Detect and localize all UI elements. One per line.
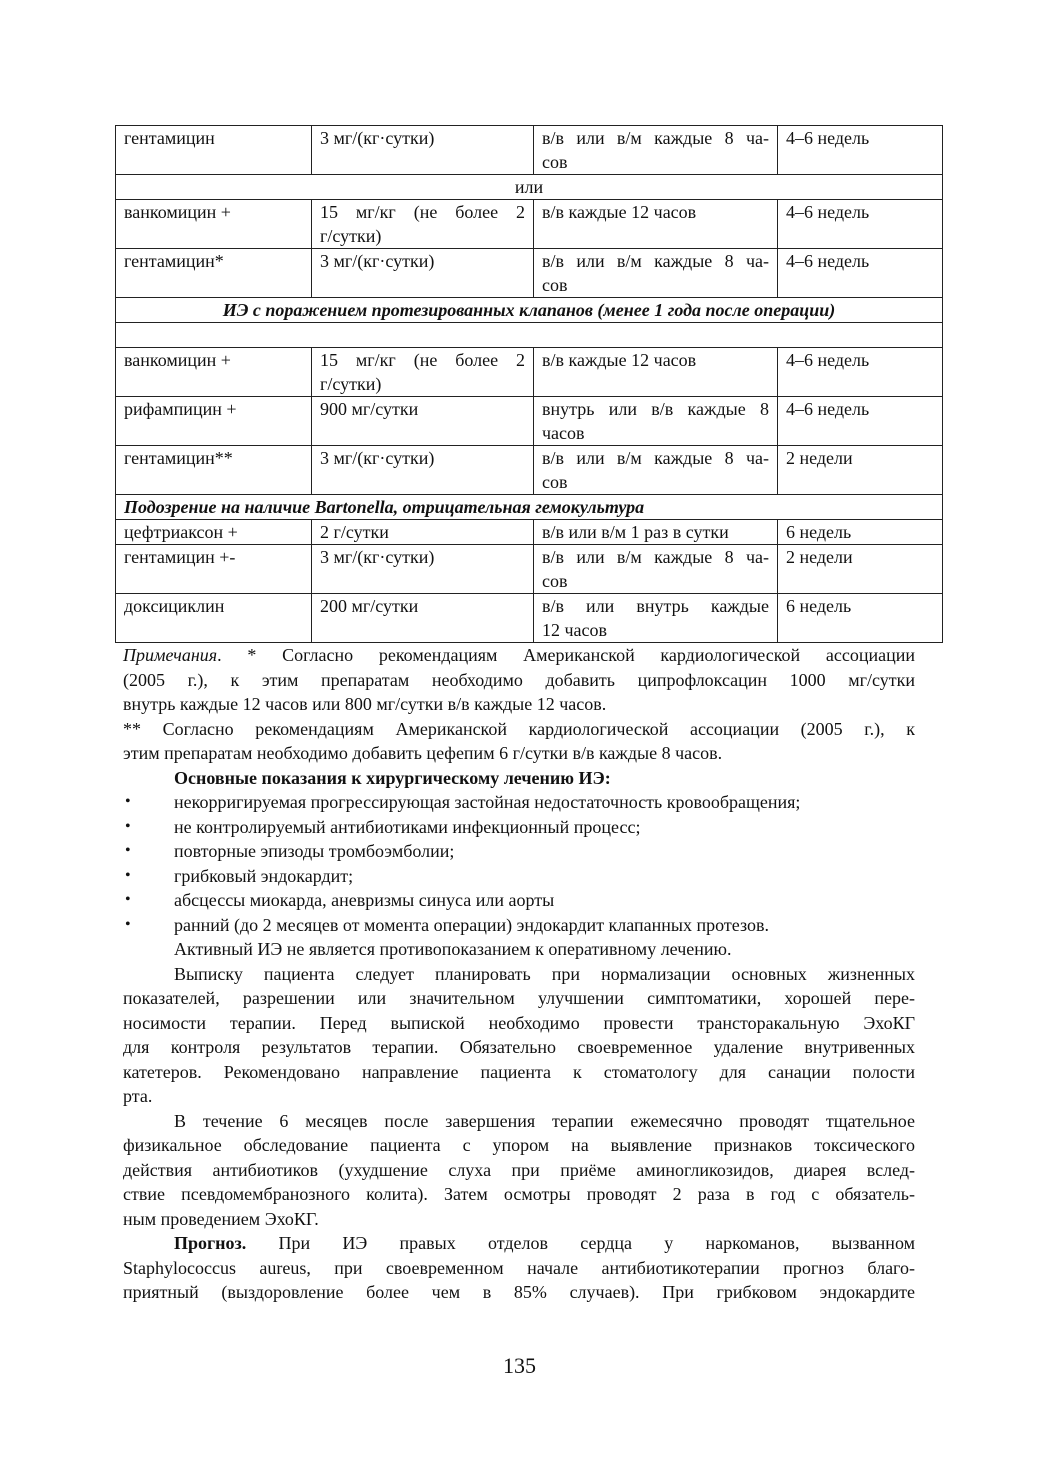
antibiotic-regimen-table (115, 125, 943, 643)
route-cell-line: сов (542, 472, 568, 492)
dose-cell (312, 446, 534, 495)
table-row (116, 397, 943, 446)
dose-cell-line: г/сутки) (320, 226, 382, 246)
dose-cell-line: г/сутки) (320, 374, 382, 394)
paragraph-line: ствие псевдомембранозного колита). Затем осмотры проводят 2 раза в год с обязатель- (123, 1184, 915, 1204)
route-cell-line: в/в каждые 12 часов (542, 350, 697, 370)
dose-cell-line: 3 мг/(кг·сутки) (320, 448, 435, 468)
dose-cell-line: 2 г/сутки (320, 522, 389, 542)
duration-cell: 2 недели (778, 545, 943, 594)
paragraph-line: физикальное обследование пациента с упором на выявление признаков токсического (123, 1135, 915, 1155)
dose-cell-line: 200 мг/сутки (320, 596, 419, 616)
dose-cell (312, 200, 534, 249)
route-cell-line: в/в или в/м каждые 8 ча- (542, 128, 769, 148)
route-cell-line: сов (542, 152, 568, 172)
table-row (116, 175, 943, 200)
route-cell-line: в/в или внутрь каждые (542, 596, 769, 616)
notes-label: Примечания (123, 645, 218, 665)
route-cell-line: в/в или в/м каждые 8 ча- (542, 251, 769, 271)
active-ie-paragraph: Активный ИЭ не является противопоказанием к оперативному лечению. (174, 939, 732, 959)
paragraph-line: показателей, разрешении или значительном улучшении симптоматики, хорошей пере- (123, 988, 915, 1008)
notes-line: . * Согласно рекомендациям Американской кардиологической ассоциации (217, 645, 915, 665)
drug-cell: цефтриаксон + (116, 520, 312, 545)
route-cell-line: сов (542, 275, 568, 295)
list-item (123, 839, 915, 864)
table-row (116, 495, 943, 520)
section-heading-cell: ИЭ с поражением протезированных клапанов (менее 1 года после операции) (116, 298, 943, 323)
list-item (123, 888, 915, 913)
table-row (116, 348, 943, 397)
route-cell (534, 520, 778, 545)
duration-cell: 4–6 недель (778, 200, 943, 249)
list-item-text: некорригируемая прогрессирующая застойная недостаточность кровообращения; (174, 792, 801, 812)
table-row (116, 446, 943, 495)
bullet-icon: • (125, 817, 131, 835)
drug-cell: ванкомицин + (116, 200, 312, 249)
route-cell-line: 12 часов (542, 620, 608, 640)
route-cell-line: часов (542, 423, 585, 443)
indications-list (123, 790, 915, 937)
table-row (116, 323, 943, 348)
drug-cell: рифампицин + (116, 397, 312, 446)
dose-cell-line: 3 мг/(кг·сутки) (320, 251, 435, 271)
list-item-text: абсцессы миокарда, аневризмы синуса или аорты (174, 890, 555, 910)
list-item-text: не контролируемый антибиотиками инфекционный процесс; (174, 816, 641, 837)
separator-cell: или (116, 175, 943, 200)
duration-cell: 2 недели (778, 446, 943, 495)
table-row (116, 249, 943, 298)
route-cell-line: в/в каждые 12 часов (542, 202, 697, 222)
dose-cell-line: 900 мг/сутки (320, 399, 419, 419)
body-text (123, 643, 915, 1305)
drug-cell: гентамицин* (116, 249, 312, 298)
page-number: 135 (503, 1353, 536, 1378)
paragraph-line: При ИЭ правых отделов сердца у наркоманов, вызванном (246, 1233, 915, 1253)
drug-cell: ванкомицин + (116, 348, 312, 397)
list-item (123, 864, 915, 889)
route-cell-line: в/в или в/м каждые 8 ча- (542, 448, 769, 468)
dose-cell (312, 520, 534, 545)
route-cell (534, 446, 778, 495)
notes-line: этим препаратам необходимо добавить цефепим 6 г/сутки в/в каждые 8 часов. (123, 743, 723, 763)
duration-cell: 4–6 недель (778, 348, 943, 397)
dose-cell-line: 3 мг/(кг·сутки) (320, 128, 435, 148)
table-row (116, 520, 943, 545)
paragraph-line: ным проведением ЭхоКГ. (123, 1208, 319, 1229)
list-item (123, 790, 915, 815)
bullet-icon: • (125, 866, 131, 884)
prognosis-label: Прогноз. (174, 1233, 247, 1253)
dose-cell (312, 126, 534, 175)
section-heading-cell: Подозрение на наличие Bartonella, отрицательная гемокультура (116, 495, 943, 520)
table-row (116, 594, 943, 643)
table-row (116, 200, 943, 249)
route-cell-line: внутрь или в/в каждые 8 (542, 399, 769, 419)
route-cell-line: в/в или в/м 1 раз в сутки (542, 522, 729, 542)
drug-cell: гентамицин** (116, 446, 312, 495)
bullet-icon: • (125, 842, 131, 859)
duration-cell: 6 недель (778, 520, 943, 545)
empty-cell (116, 323, 943, 348)
table-row (116, 545, 943, 594)
list-item (123, 913, 915, 938)
route-cell (534, 348, 778, 397)
drug-cell: доксициклин (116, 594, 312, 643)
dose-cell-line: 15 мг/кг (не более 2 (320, 202, 525, 222)
paragraph-line: для контроля результатов терапии. Обязательно своевременное удаление внутривенных (123, 1037, 915, 1057)
route-cell-line: сов (542, 571, 568, 591)
notes-paragraph-2 (123, 717, 915, 766)
drug-cell: гентамицин +- (116, 545, 312, 594)
paragraph-line: приятный (выздоровление более чем в 85% случаев). При грибковом эндокардите (123, 1282, 915, 1302)
followup-paragraph (123, 1109, 915, 1232)
list-item-text: ранний (до 2 месяцев от момента операции) эндокардит клапанных протезов. (174, 914, 769, 935)
paragraph-line: рта. (123, 1086, 153, 1106)
duration-cell: 4–6 недель (778, 126, 943, 175)
dose-cell (312, 249, 534, 298)
route-cell (534, 397, 778, 446)
paragraph-line: действия антибиотиков (ухудшение слуха при приёме аминогликозидов, диарея вслед- (123, 1159, 915, 1180)
paragraph-line: Staphylococcus aureus, при своевременном начале антибиотикотерапии прогноз благо- (123, 1257, 915, 1278)
paragraph-line: катетеров. Рекомендовано направление пациента к стоматологу для санации полости (123, 1061, 915, 1082)
notes-line: (2005 г.), к этим препаратам необходимо добавить ципрофлоксацин 1000 мг/сутки (123, 669, 915, 690)
regimen-table-body (116, 126, 943, 643)
table-row (116, 298, 943, 323)
bullet-icon: • (125, 891, 131, 908)
dose-cell (312, 594, 534, 643)
route-cell (534, 200, 778, 249)
duration-cell: 4–6 недель (778, 397, 943, 446)
list-item-text: повторные эпизоды тромбоэмболии; (174, 841, 455, 861)
dose-cell (312, 397, 534, 446)
paragraph-line: В течение 6 месяцев после завершения терапии ежемесячно проводят тщательное (174, 1110, 915, 1131)
route-cell (534, 545, 778, 594)
discharge-paragraph (123, 962, 915, 1109)
prognosis-paragraph (123, 1231, 915, 1305)
dose-cell (312, 545, 534, 594)
dose-cell (312, 348, 534, 397)
indications-heading: Основные показания к хирургическому лечению ИЭ: (174, 767, 611, 788)
list-item-text: грибковый эндокардит; (174, 865, 354, 886)
dose-cell-line: 3 мг/(кг·сутки) (320, 547, 435, 567)
table-row (116, 126, 943, 175)
route-cell (534, 249, 778, 298)
paragraph-line: Выписку пациента следует планировать при нормализации основных жизненных (174, 963, 915, 984)
notes-line: ** Согласно рекомендациям Американской кардиологической ассоциации (2005 г.), к (123, 718, 915, 739)
duration-cell: 6 недель (778, 594, 943, 643)
route-cell (534, 594, 778, 643)
bullet-icon: • (125, 793, 131, 810)
notes-line: внутрь каждые 12 часов или 800 мг/сутки в/в каждые 12 часов. (123, 694, 607, 714)
notes-paragraph-1 (123, 643, 915, 717)
dose-cell-line: 15 мг/кг (не более 2 (320, 350, 525, 370)
list-item (123, 815, 915, 840)
route-cell (534, 126, 778, 175)
route-cell-line: в/в или в/м каждые 8 ча- (542, 547, 769, 567)
duration-cell: 4–6 недель (778, 249, 943, 298)
paragraph-line: носимости терапии. Перед выпиской необходимо провести трансторакальную ЭхоКГ (123, 1012, 915, 1033)
drug-cell: гентамицин (116, 126, 312, 175)
bullet-icon: • (125, 915, 131, 933)
